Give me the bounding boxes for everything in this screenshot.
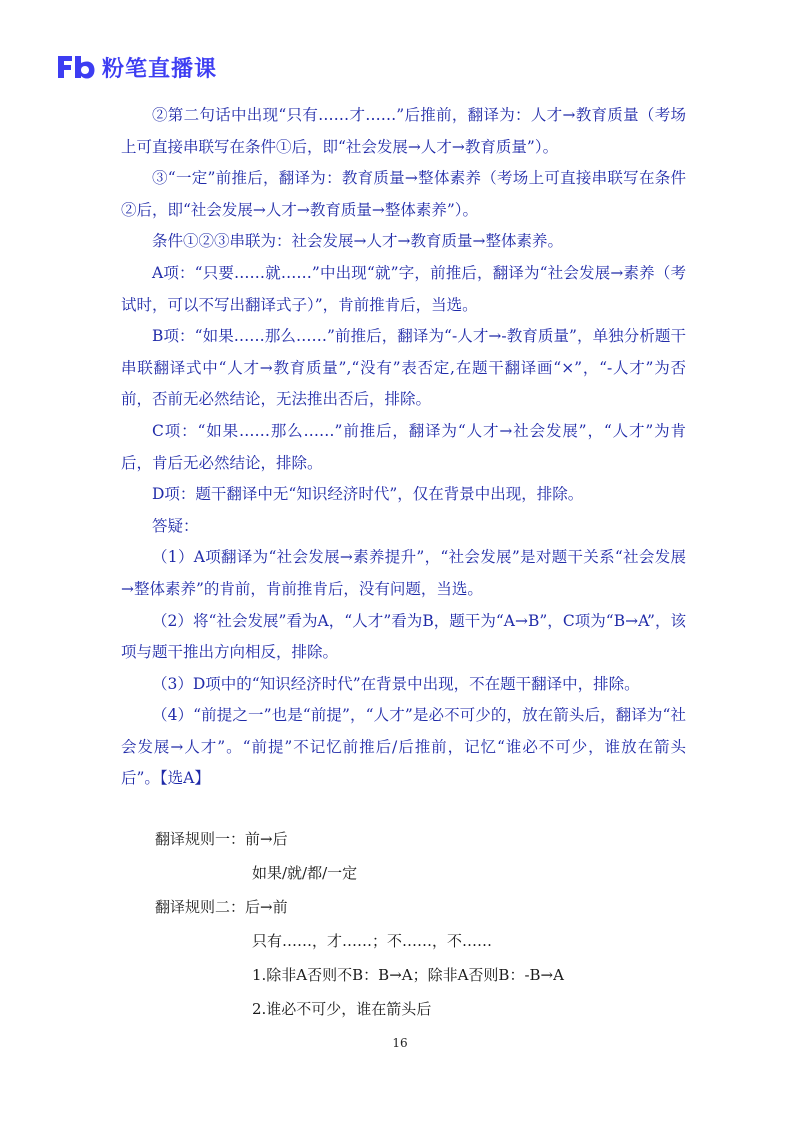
paragraph: ③“一定”前推后，翻译为：教育质量→整体素养（考场上可直接串联写在条件②后，即“社会发展→人才→教育质量→整体素养”）。: [121, 169, 686, 219]
paragraph: B项：“如果……那么……”前推后，翻译为“-人才→-教育质量”，单独分析题干串联翻译式中“人才→教育质量”,“没有”表否定,在题干翻译画“×”，“-人才”为否前，否前无必然结论，无法推出否后，排除。: [121, 327, 686, 409]
rule2-words: 只有……，才……；不……，不……: [252, 932, 493, 950]
paragraph: （3）D项中的“知识经济时代”在背景中出现，不在题干翻译中，排除。: [152, 674, 640, 693]
brand-name: 粉笔直播课: [102, 56, 218, 82]
rule2-item2: 2.谁必不可少，谁在箭头后: [252, 1000, 432, 1018]
paragraph: A项：“只要……就……”中出现“就”字，前推后，翻译为“社会发展→素养（考试时，可以不写出翻译式子）”，肯前推肯后，当选。: [121, 263, 686, 314]
paragraph: ②第二句话中出现“只有……才……”后推前，翻译为：人才→教育质量（考场上可直接串联写在条件①后，即“社会发展→人才→教育质量”）。: [121, 106, 686, 156]
paragraph: C项：“如果……那么……”前推后，翻译为“人才→社会发展”，“人才”为肯后，肯后无必然结论，排除。: [121, 421, 686, 472]
paragraph: （1）A项翻译为“社会发展→素养提升”，“社会发展”是对题干关系“社会发展→整体素养”的肯前，肯前推肯后，没有问题，当选。: [121, 548, 686, 598]
translation-rules: [155, 822, 675, 1026]
rule1-words: 如果/就/都/一定: [252, 864, 358, 882]
paragraph: D项：题干翻译中无“知识经济时代”，仅在背景中出现，排除。: [152, 485, 584, 504]
paragraph: 答疑：: [152, 516, 199, 535]
paragraph: 条件①②③串联为：社会发展→人才→教育质量→整体素养。: [152, 232, 563, 251]
rule2-item1: 1.除非A否则不B：B→A；除非A否则B：-B→A: [252, 966, 564, 984]
brand-logo: [56, 52, 217, 82]
paragraph: （4）“前提之一”也是“前提”，“人才”是必不可少的，放在箭头后，翻译为“社会发展→人才”。“前提”不记忆前推后/后推前，记忆“谁必不可少，谁放在箭头后”。【选A】: [121, 706, 686, 788]
fb-logo-icon: [56, 54, 96, 80]
rule2-title: 翻译规则二：后→前: [155, 898, 288, 916]
paragraph: （2）将“社会发展”看为A，“人才”看为B，题干为“A→B”，C项为“B→A”，该项与题干推出方向相反，排除。: [121, 611, 686, 662]
page-number: 16: [392, 1036, 408, 1050]
answer-explanation: [121, 100, 686, 795]
rule1-title: 翻译规则一：前→后: [155, 830, 288, 848]
